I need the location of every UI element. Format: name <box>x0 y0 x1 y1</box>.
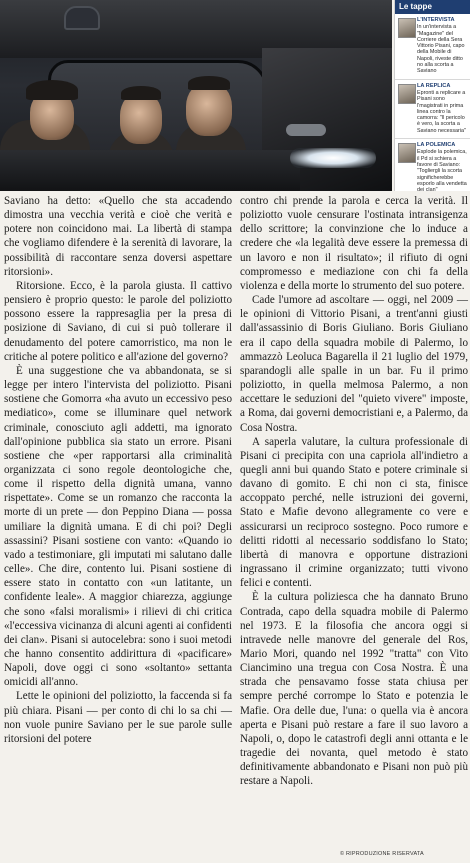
news-photo <box>0 0 392 191</box>
car-hood <box>0 150 300 191</box>
copyright-note: © RIPRODUZIONE RISERVATA <box>340 851 424 857</box>
paragraph: Saviano ha detto: «Quello che sta accadendo dimostra una vecchia verità e cioè che verità e potere non coincidono mai. La libertà di stampa che vogliamo difendere è la serenità di lavorare, la possibilità di raccontare senza doversi aspettare ritorsioni». <box>4 195 232 278</box>
thumbnail-image <box>398 18 416 38</box>
paragraph: A saperla valutare, la cultura professionale di Pisani ci precipita con una capriola all'indietro a quegli anni bui quando Stato e potere criminale si davano di gomito. E chi non ci sta, finisce accoppato perché, nelle istruzioni dei governi, Stato e Mafie devono allegramente co vere e assicurarsi un reciproco sostegno. Poco rumore e delitti ridotti al necessario soddisfano lo Stato; libertà di manovra e opportune distrazioni ingrassano il crimine organizzato; tutti vivono felici e contenti. <box>240 435 468 590</box>
paragraph: Cade l'umore ad ascoltare — oggi, nel 2009 — le opinioni di Vittorio Pisani, a trent'anni giusti dall'assassinio di Boris Giuliano. Boris Giuliano era il capo della squadra mobile di Palermo, lo ammazzò Leoluca Bagarella il 21 luglio del 1979, sparandogli alle spalle in un bar. Fu il primo poliziotto, in quella melmosa Palermo, a non accettare le seduzioni del "quieto vivere" imposte, a Roma, dai governi democristiani e, a Palermo, da Cosa Nostra. <box>240 294 468 434</box>
thumbnail-image <box>398 84 416 104</box>
person-center-hair <box>121 86 161 100</box>
paragraph: contro chi prende la parola e cerca la verità. Il poliziotto vuole censurare l'ostinata intransigenza dello scrittore; la convinzione che lo induce a credere che «la legalità deve essere la premessa di un lavoro e non il risultato»; il rifiuto di ogni compromesso e mediazione con chi fa della violenza e della morte lo strumento del suo potere. <box>240 195 468 292</box>
person-left-hat <box>26 80 78 100</box>
article-column-left <box>4 194 232 746</box>
timeline-sidebar <box>394 0 470 194</box>
sidebar-item-title: LA POLEMICA <box>417 142 456 149</box>
person-right-hair <box>188 76 230 90</box>
paragraph: È la cultura poliziesca che ha dannato Bruno Contrada, capo della squadra mobile di Palermo nel 1973. E la filosofia che ancora oggi si intravede nelle manovre del generale del Ros, Mario Mori, quando nel 1992 "tratta" con Vito Ciancimino una tregua con Cosa Nostra. È una strada che pensavamo fosse stata chiusa per sempre perché corrompe lo Stato e potenzia le Mafie. Ora delle due, l'una: o quella via è ancora aperta e Pisani può restare a fare il suo lavoro a Napoli, o, dopo le catastrofi degli anni ottanta e le tragedie dei novanta, quel metodo è stato definitivamente abbandonato e Pisani non può più restare a Napoli. <box>240 591 468 788</box>
paragraph: Ritorsione. Ecco, è la parola giusta. Il cattivo pensiero è proprio questo: le parole del poliziotto possono essere la rappresaglia per la presa di posizione di Saviano, di cui si può tollerare il denudamento del potere camorristico, ma non le critiche al potere politico e all'azione del governo? <box>4 279 232 363</box>
sidebar-item-intervista <box>395 14 470 80</box>
paragraph: È una suggestione che va abbandonata, se si legge per intero l'intervista del poliziotto. Pisani sostiene che Gomorra «ha avuto un eccessivo peso mediatico», come se illuminare quel network criminale, conosciuto agli addetti, ma ignorato dall'opinione pubblica sia stato un errore. Pisani sostiene che «per rapportarsi alla criminalità organizzata ci sono regole deontologiche che, come il rispetto della dignità umana, vanno rispettate». Come se un romanzo che racconta la morte di un prete — don Peppino Diana — possa umiliare la dignità umana. E di chi poi? Degli assassini? Pisani sostiene con vanto: «Quando io vado a testimoniare, gli imputati mi salutano dalle celle». Che dire, contento lui. Pisani sostiene di essere stato in contatto con «un latitante, un confidente leale». A maggior chiarezza, aggiunge che sono «falsi moralismi» i rilievi di chi critica «l'eccessiva vicinanza di alcuni agenti ai confidenti dei clan». Pisani si autocelebra: sono i suoi metodi che hanno consentito addirittura di «pacificare» Napoli, dove oggi ci sono «soltanto» settanta omicidi all'anno. <box>4 364 232 689</box>
sidebar-header: Le tappe <box>395 0 470 14</box>
sidebar-item-text: In un'intervista a "Magazine" del Corriere della Sera Vittorio Pisani, capo della Mobile di Napoli, riveste ditto no alla scorta a Saviano <box>417 24 465 75</box>
article-column-right <box>240 194 468 789</box>
sidebar-item-title: L'INTERVISTA <box>417 17 455 23</box>
sidebar-item-polemica <box>395 139 470 197</box>
sidebar-item-replica <box>395 80 470 139</box>
sidebar-item-text: Epronti a replicare a Pisani sono l'magistrati in prima linea contro la camorra: "Il pericolo è vero, la scorta a Saviano necessaria" <box>417 89 466 134</box>
sidebar-item-text: Esplode la polemica, il Pd si schiera a favore di Saviano: "Togliergli la scorta significherebbe esporlo alla vendetta dei clan" <box>417 149 467 194</box>
person-right-face <box>186 82 232 136</box>
car-headlamp <box>286 124 326 136</box>
car-light-glare <box>290 148 376 168</box>
thumbnail-image <box>398 143 416 163</box>
sidebar-item-title: LA REPLICA <box>417 82 451 89</box>
police-siren <box>64 6 100 30</box>
paragraph: Lette le opinioni del poliziotto, la faccenda si fa più chiara. Pisani — per conto di chi lo sa chi — non vuole punire Saviano per le sue parole sulle ritorsioni del potere <box>4 690 232 745</box>
